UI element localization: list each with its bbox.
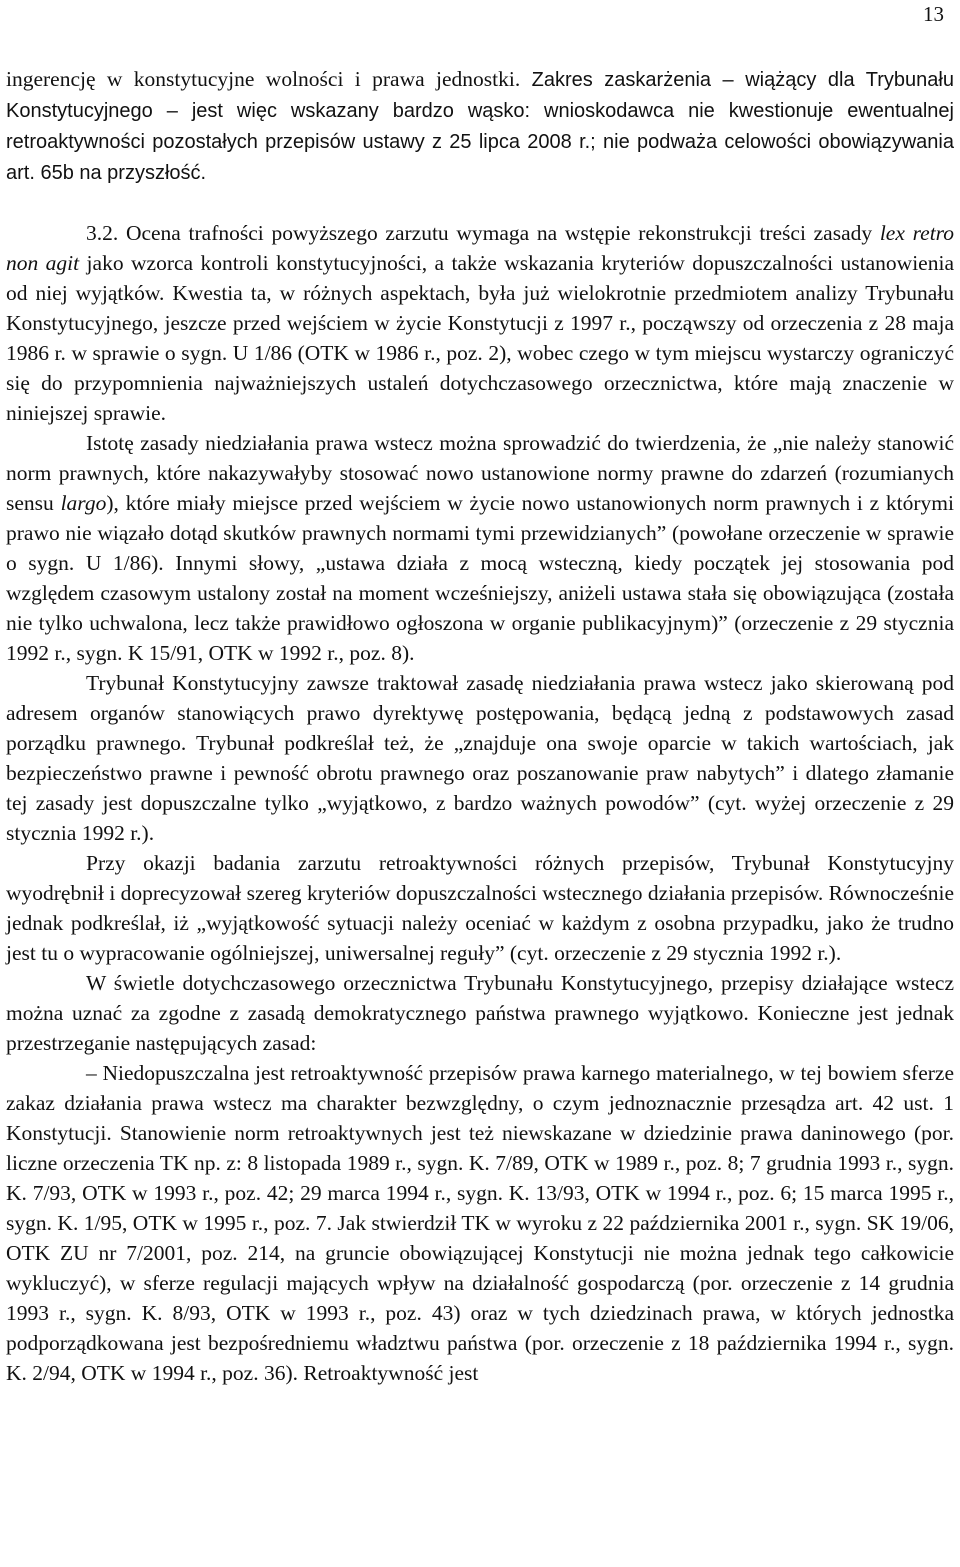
paragraph: Trybunał Konstytucyjny zawsze traktował zasadę niedziałania prawa wstecz jako skierowaną pod adresem organów stanowiących prawo dyrektywę postępowania, będącą jedną z podstawowych zasad porządku prawnego. Trybunał podkreślał też, że „znajduje ona swoje oparcie w takich wartościach, jak bezpieczeństwo prawne i pewność obrotu prawnego oraz poszanowanie praw nabytych” i dlatego złamanie tej zasady jest dopuszczalne tylko „wyjątkowo, z bardzo ważnych powodów” (cyt. wyżej orzeczenie z 29 stycznia 1992 r.). xyxy=(6,671,954,845)
latin-term: largo xyxy=(60,491,107,515)
latin-term: lex retro non agit xyxy=(6,221,954,275)
paragraph-text: Kwestia ta, w różnych aspektach, była już wielokrotnie przedmiotem analizy Trybunału Konstytucyjnego, jeszcze przed wejściem w życie Konstytucji z 1997 r., począwszy od orzeczenia z 28 maja 1986 r. w sprawie o sygn. U 1/86 (OTK w 1986 r., poz. 2), wobec czego w tym miejscu wystarczy ograniczyć się do przypomnienia najważniejszych ustaleń dotychczasowego orzecznictwa, które mają znaczenie w niniejszej sprawie. xyxy=(6,281,954,425)
paragraph-text-sans: Zakres zaskarżenia – wiążący dla Trybunału Konstytucyjnego – jest więc wskazany bardzo wąsko: wnioskodawca nie kwestionuje ewentualnej retroaktywności pozostałych przepisów ustawy z 25 lipca 2008 r.; nie podważa celowości obowiązywania art. 65b na przyszłość. xyxy=(6,69,954,184)
list-item: – Niedopuszczalna jest retroaktywność przepisów prawa karnego materialnego, w tej bowiem sferze zakaz działania prawa wstecz ma charakter bezwzględny, o czym jednoznacznie przesądza art. 42 ust. 1 Konstytucji. Stanowienie norm retroaktywnych jest też niewskazane w dziedzinie prawa daninowego (por. liczne orzeczenia TK np. z: 8 listopada 1989 r., sygn. K. 7/89, OTK w 1989 r., poz. 8; 7 grudnia 1993 r., sygn. K. 7/93, OTK w 1993 r., poz. 42; 29 marca 1994 r., sygn. K. 13/93, OTK w 1994 r., poz. 6; 15 marca 1995 r., sygn. K. 1/95, OTK w 1995 r., poz. 7. Jak stwierdził TK w wyroku z 22 października 2001 r., sygn. SK 19/06, OTK ZU nr 7/2001, poz. 214, na gruncie obowiązującej Konstytucji nie można jednak tego całkowicie wykluczyć), w sferze regulacji mających wpływ na działalność gospodarczą (por. orzeczenie z 14 grudnia 1993 r., sygn. K. 8/93, OTK w 1993 r., poz. 43) oraz w tych dziedzinach prawa, w których jednostka podporządkowana jest bezpośredniemu władztwu państwa (por. orzeczenie z 18 października 1994 r., sygn. K. 2/94, OTK w 1994 r., poz. 36). Retroaktywność jest xyxy=(6,1061,954,1385)
paragraph-text: ingerencję w konstytucyjne wolności i prawa jednostki. xyxy=(6,67,532,91)
paragraph-text: Istotę zasady niedziałania prawa wstecz można sprowadzić do twierdzenia, że „nie należy stanowić norm prawnych, które nakazywałyby stosować nowo ustanowione normy prawne do zdarzeń (rozumianych sensu xyxy=(6,431,954,515)
paragraph-text: ), które miały miejsce przed wejściem w życie nowo ustanowionych norm prawnych i z którymi prawo nie wiązało dotąd skutków prawnych normami tymi przewidzianych” (powołane orzeczenie w sprawie o sygn. U 1/86). Innymi słowy, „ustawa działa z mocą wsteczną, kiedy początek jej stosowania pod względem czasowym ustalony został na moment wcześniejszy, aniżeli ustawa stała się obowiązująca (została nie tylko uchwalona, lecz także prawidłowo ogłoszona w organie publikacyjnym)” (orzeczenie z 29 stycznia 1992 r., sygn. K 15/91, OTK w 1992 r., poz. 8). xyxy=(6,491,955,665)
page-number: 13 xyxy=(923,2,944,26)
document-body xyxy=(6,64,954,1388)
paragraph xyxy=(6,428,954,668)
paragraph-continuation xyxy=(6,64,954,188)
paragraph-section-3-2 xyxy=(6,218,954,428)
paragraph-text: 3.2. Ocena trafności powyższego zarzutu wymaga na wstępie rekonstrukcji treści zasady xyxy=(86,221,880,245)
paragraph-text: jako wzorca kontroli konstytucyjności, a także wskazania kryteriów dopuszczalności ustanowienia od niej wyjątków. xyxy=(6,251,954,305)
paragraph: W świetle dotychczasowego orzecznictwa Trybunału Konstytucyjnego, przepisy działające wstecz można uznać za zgodne z zasadą demokratycznego państwa prawnego wyjątkowo. Konieczne jest jednak przestrzeganie następujących zasad: xyxy=(6,971,954,1055)
paragraph: Przy okazji badania zarzutu retroaktywności różnych przepisów, Trybunał Konstytucyjny wyodrębnił i doprecyzował szereg kryteriów dopuszczalności wstecznego działania przepisów. Równocześnie jednak podkreślał, iż „wyjątkowość sytuacji należy oceniać w każdym z osobna przypadku, jako że trudno jest tu o wypracowanie ogólniejszej, uniwersalnej reguły” (cyt. orzeczenie z 29 stycznia 1992 r.). xyxy=(6,851,954,965)
